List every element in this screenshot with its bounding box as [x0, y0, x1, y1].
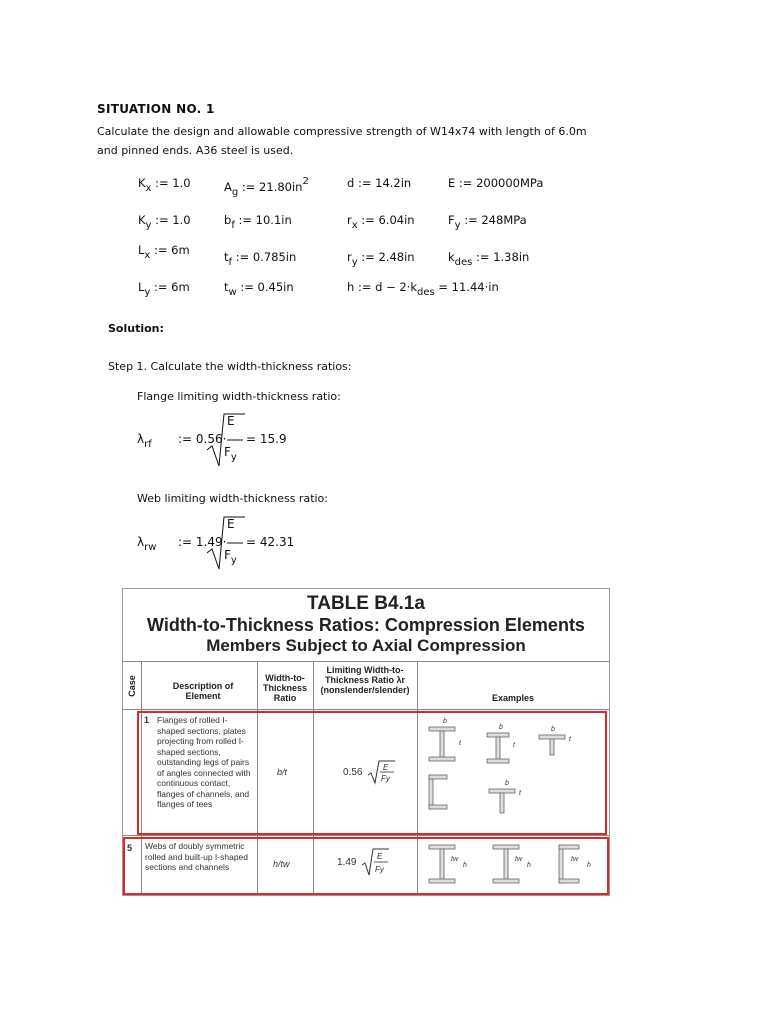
svg-text:Fy: Fy	[375, 865, 384, 874]
problem-statement	[97, 122, 617, 160]
web-result: = 42.31	[246, 535, 295, 549]
table-rule-row5	[123, 835, 609, 836]
solution-label: Solution:	[108, 322, 164, 335]
col-header-description: Description of Element	[172, 681, 234, 701]
web-numerator: E	[227, 517, 235, 531]
given-tw: $t_w$ := 0.45in	[224, 280, 294, 298]
problem-line-1: Calculate the design and allowable compressive strength of W14x74 with length of 6.0m	[97, 125, 587, 138]
table-subtitle-2: Members Subject to Axial Compression	[206, 636, 526, 655]
svg-text:b: b	[499, 724, 503, 731]
flange-lambda: $\lambda_{rf}$	[137, 432, 152, 450]
svg-text:b: b	[443, 718, 447, 725]
table-subtitle-1: Width-to-Thickness Ratios: Compression Elements	[147, 615, 585, 635]
given-tf: $t_f$ := 0.785in	[224, 250, 297, 268]
svg-text:b: b	[551, 726, 555, 733]
given-kdes: $k_{des}$ := 1.38in	[448, 250, 530, 268]
svg-text:tw: tw	[451, 856, 458, 863]
given-kx: $K_x$ := 1.0	[138, 176, 191, 194]
svg-text:t: t	[519, 790, 521, 797]
flange-coefficient: := 0.56·	[178, 432, 227, 446]
given-ag: $A_g$ := $21.80in^2$	[224, 176, 309, 198]
row1-limit-coef: 0.56	[343, 767, 363, 778]
highlight-box-row5	[123, 837, 609, 895]
col-header-limit: Limiting Width-to-Thickness Ratio λr (nonslender/slender)	[320, 665, 410, 695]
flange-ratio-label: Flange limiting width-thickness ratio:	[137, 390, 341, 403]
svg-text:h: h	[527, 862, 531, 869]
svg-text:tw: tw	[571, 856, 578, 863]
svg-text:h: h	[587, 862, 591, 869]
svg-text:tw: tw	[515, 856, 522, 863]
row1-ratio: b/t	[277, 767, 288, 777]
col-header-examples: Examples	[491, 693, 535, 703]
given-ky: $K_y$ := 1.0	[138, 213, 191, 231]
row5-description: Webs of doubly symmetric rolled and built-up I-shaped sections and channels	[145, 841, 249, 872]
given-h: h := $d - 2\cdot k_{des} = 11.44\cdot in$	[347, 280, 499, 298]
row5-limit-coef: 1.49	[337, 857, 357, 868]
flange-denominator: $F_y$	[224, 445, 237, 463]
given-fy: $F_y$ := 248MPa	[448, 213, 527, 231]
svg-text:Fy: Fy	[381, 774, 390, 783]
row1-description: Flanges of rolled I-shaped sections, plates projecting from rolled I-shaped sections, outstanding legs of pairs of angles connected with continuous contact, flanges of channels, and flanges of tees	[157, 715, 251, 809]
table-b41a-figure	[122, 588, 610, 896]
web-ratio-label: Web limiting width-thickness ratio:	[137, 492, 328, 505]
web-denominator: $F_y$	[224, 548, 237, 566]
highlight-box-row1	[137, 711, 607, 835]
situation-title: SITUATION NO. 1	[97, 102, 215, 116]
col-header-case: Case	[127, 675, 137, 697]
given-ly: $L_y$ := 6m	[138, 280, 190, 298]
given-bf: $b_f$ := 10.1in	[224, 213, 292, 231]
problem-line-2: and pinned ends. A36 steel is used.	[97, 144, 294, 157]
given-d: d := 14.2in	[347, 176, 412, 190]
given-rx: $r_x$ := 6.04in	[347, 213, 415, 231]
svg-text:h: h	[463, 862, 467, 869]
flange-result: = 15.9	[246, 432, 287, 446]
table-rule-header	[123, 709, 609, 710]
row5-case: 5	[127, 843, 133, 853]
svg-text:t: t	[513, 742, 515, 749]
row5-ratio: h/tw	[273, 859, 290, 869]
svg-text:E: E	[377, 852, 383, 861]
row1-case: 1	[144, 715, 150, 725]
col-header-ratio: Width-to-Thickness Ratio	[262, 673, 308, 703]
given-lx: $L_x$ := 6m	[138, 243, 190, 261]
svg-text:E: E	[383, 763, 389, 772]
table-title: TABLE B4.1a	[307, 593, 425, 614]
web-lambda: $\lambda_{rw}$	[137, 535, 157, 553]
flange-numerator: E	[227, 414, 235, 428]
svg-text:b: b	[505, 780, 509, 787]
web-coefficient: := 1.49·	[178, 535, 227, 549]
given-ry: $r_y$ := 2.48in	[347, 250, 415, 268]
given-e: E := 200000MPa	[448, 176, 544, 190]
step-1-heading: Step 1. Calculate the width-thickness ratios:	[108, 360, 352, 373]
svg-text:t: t	[569, 736, 571, 743]
table-rule-top	[123, 661, 609, 662]
svg-text:t: t	[459, 740, 461, 747]
